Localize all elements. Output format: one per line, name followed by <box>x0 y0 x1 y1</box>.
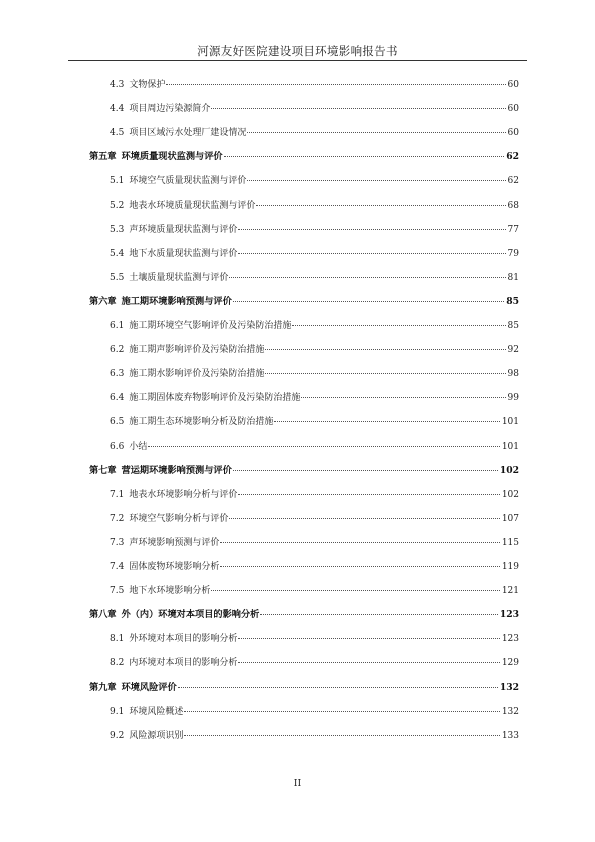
toc-entry-title: 环境空气质量现状监测与评价 <box>129 176 247 187</box>
toc-entry-number: 4.3 <box>110 80 125 90</box>
toc-dot-leader <box>220 542 499 543</box>
toc-entry-page: 99 <box>507 393 519 404</box>
toc-section-entry[interactable] <box>110 657 519 669</box>
toc-entry-number: 5.5 <box>110 272 125 283</box>
toc-dot-leader <box>166 84 505 85</box>
toc-entry-number: 5.2 <box>110 200 125 211</box>
toc-entry-page: 102 <box>501 489 519 500</box>
toc-entry-page: 107 <box>501 513 519 524</box>
toc-dot-leader <box>260 614 497 615</box>
toc-dot-leader <box>247 132 505 133</box>
toc-entry-number: 8.2 <box>110 658 125 669</box>
toc-dot-leader <box>184 735 499 736</box>
toc-dot-leader <box>247 180 505 181</box>
toc-section-entry[interactable] <box>110 79 519 91</box>
toc-dot-leader <box>274 421 499 422</box>
toc-entry-page: 62 <box>506 151 519 163</box>
toc-dot-leader <box>229 277 505 278</box>
toc-entry-page: 60 <box>507 104 519 115</box>
toc-entry-page: 81 <box>507 272 519 283</box>
toc-entry-number: 9.2 <box>110 730 125 741</box>
toc-section-entry[interactable] <box>110 175 519 187</box>
toc-entry-title: 施工期声影响评价及污染防治措施 <box>129 345 265 356</box>
toc-dot-leader <box>265 349 505 350</box>
toc-chapter-entry[interactable] <box>89 682 519 694</box>
toc-entry-number: 7.2 <box>110 513 125 524</box>
toc-section-entry[interactable] <box>110 585 519 597</box>
toc-entry-number: 6.1 <box>110 321 125 331</box>
toc-chapter-entry[interactable] <box>89 296 519 308</box>
toc-entry-title: 施工期生态环境影响分析及防治措施 <box>129 417 274 428</box>
toc-entry-title: 外环境对本项目的影响分析 <box>129 634 238 645</box>
toc-section-entry[interactable] <box>110 416 519 428</box>
toc-entry-title: 环境风险评价 <box>121 681 177 693</box>
toc-entry-number: 5.1 <box>110 176 125 187</box>
toc-dot-leader <box>178 687 498 688</box>
toc-section-entry[interactable] <box>110 392 519 404</box>
toc-entry-page: 129 <box>501 658 519 669</box>
toc-entry-title: 营运期环境影响预测与评价 <box>121 464 232 476</box>
toc-entry-title: 环境质量现状监测与评价 <box>121 151 223 163</box>
toc-section-entry[interactable] <box>110 272 519 284</box>
toc-entry-number: 4.5 <box>110 128 125 139</box>
toc-entry-title: 施工期水影响评价及污染防治措施 <box>129 369 265 380</box>
toc-entry-page: 79 <box>507 248 519 259</box>
toc-entry-page: 77 <box>507 224 519 235</box>
toc-entry-number: 6.4 <box>110 393 125 404</box>
toc-entry-page: 121 <box>501 586 519 597</box>
toc-dot-leader <box>211 590 499 591</box>
toc-entry-title: 内环境对本项目的影响分析 <box>129 658 238 669</box>
toc-section-entry[interactable] <box>110 200 519 212</box>
toc-entry-page: 62 <box>507 176 519 187</box>
toc-entry-page: 132 <box>501 706 519 717</box>
toc-entry-title: 文物保护 <box>129 80 166 90</box>
toc-entry-title: 小结 <box>129 441 148 452</box>
toc-chapter-entry[interactable] <box>89 465 519 477</box>
toc-section-entry[interactable] <box>110 344 519 356</box>
toc-section-entry[interactable] <box>110 441 519 453</box>
toc-dot-leader <box>233 301 504 302</box>
page-number: II <box>293 778 302 789</box>
toc-dot-leader <box>238 253 505 254</box>
toc-entry-number: 4.4 <box>110 104 125 115</box>
toc-dot-leader <box>238 638 499 639</box>
toc-dot-leader <box>148 446 499 447</box>
toc-entry-number: 第五章 <box>89 151 117 163</box>
toc-entry-page: 60 <box>507 80 519 90</box>
toc-entry-page: 98 <box>507 369 519 380</box>
toc-entry-page: 92 <box>507 345 519 356</box>
toc-entry-page: 102 <box>499 464 519 476</box>
toc-section-entry[interactable] <box>110 248 519 260</box>
toc-section-entry[interactable] <box>110 537 519 549</box>
toc-entry-title: 地下水环境影响分析 <box>129 586 211 597</box>
toc-entry-page: 115 <box>501 537 519 548</box>
toc-entry-number: 6.2 <box>110 345 125 356</box>
toc-entry-title: 项目周边污染源简介 <box>129 104 211 115</box>
running-header: 河源友好医院建设项目环境影响报告书 <box>197 44 398 58</box>
toc-dot-leader <box>238 662 499 663</box>
toc-entry-number: 6.3 <box>110 369 125 380</box>
toc-entry-number: 第九章 <box>89 681 117 693</box>
toc-section-entry[interactable] <box>110 706 519 718</box>
toc-section-entry[interactable] <box>110 489 519 501</box>
toc-entry-page: 68 <box>507 200 519 211</box>
toc-entry-title: 施工期固体废弃物影响评价及污染防治措施 <box>129 393 301 404</box>
header-rule <box>68 60 527 61</box>
toc-dot-leader <box>238 494 499 495</box>
toc-dot-leader <box>301 397 505 398</box>
toc-dot-leader <box>220 566 499 567</box>
toc-dot-leader <box>233 470 498 471</box>
toc-entry-title: 项目区域污水处理厂建设情况 <box>129 128 247 139</box>
toc-entry-title: 地表水环境影响分析与评价 <box>129 489 238 500</box>
toc-entry-number: 7.4 <box>110 562 125 572</box>
toc-dot-leader <box>184 711 499 712</box>
toc-entry-number: 第七章 <box>89 464 117 476</box>
toc-entry-number: 7.3 <box>110 537 125 548</box>
toc-section-entry[interactable] <box>110 320 519 332</box>
toc-entry-title: 施工期环境影响预测与评价 <box>121 295 232 307</box>
toc-section-entry[interactable] <box>110 127 519 139</box>
toc-entry-title: 土壤质量现状监测与评价 <box>129 272 229 283</box>
toc-chapter-entry[interactable] <box>89 609 519 621</box>
toc-entry-title: 外（内）环境对本项目的影响分析 <box>121 609 260 621</box>
toc-entry-page: 123 <box>499 609 519 621</box>
toc-entry-number: 6.6 <box>110 441 125 452</box>
toc-entry-number: 6.5 <box>110 417 125 428</box>
toc-entry-page: 101 <box>501 417 519 428</box>
toc-entry-title: 声环境影响预测与评价 <box>129 537 220 548</box>
toc-entry-page: 101 <box>501 441 519 452</box>
toc-entry-page: 85 <box>507 321 519 331</box>
toc-section-entry[interactable] <box>110 513 519 525</box>
toc-entry-title: 地表水环境质量现状监测与评价 <box>129 200 256 211</box>
toc-entry-number: 5.3 <box>110 224 125 235</box>
toc-section-entry[interactable] <box>110 368 519 380</box>
toc-section-entry[interactable] <box>110 224 519 236</box>
toc-chapter-entry[interactable] <box>89 151 519 163</box>
toc-section-entry[interactable] <box>110 561 519 573</box>
toc-entry-title: 固体废物环境影响分析 <box>129 562 220 572</box>
toc-entry-number: 9.1 <box>110 706 125 717</box>
toc-entry-number: 8.1 <box>110 634 125 645</box>
toc-dot-leader <box>238 229 505 230</box>
toc-section-entry[interactable] <box>110 730 519 742</box>
toc-dot-leader <box>292 325 505 326</box>
toc-dot-leader <box>229 518 499 519</box>
toc-entry-page: 85 <box>506 295 519 307</box>
toc-entry-number: 5.4 <box>110 248 125 259</box>
toc-entry-page: 60 <box>507 128 519 139</box>
toc-section-entry[interactable] <box>110 633 519 645</box>
toc-section-entry[interactable] <box>110 103 519 115</box>
toc-dot-leader <box>224 156 505 157</box>
toc-entry-number: 第六章 <box>89 295 117 307</box>
toc-entry-title: 施工期环境空气影响评价及污染防治措施 <box>129 321 292 331</box>
toc-dot-leader <box>265 373 505 374</box>
toc-entry-number: 7.1 <box>110 489 125 500</box>
toc-entry-title: 环境空气影响分析与评价 <box>129 513 229 524</box>
toc-entry-number: 第八章 <box>89 609 117 621</box>
toc-dot-leader <box>256 205 505 206</box>
toc-entry-page: 123 <box>501 634 519 645</box>
toc-dot-leader <box>211 108 505 109</box>
toc-entry-title: 风险源项识别 <box>129 730 184 741</box>
toc-entry-title: 环境风险概述 <box>129 706 184 717</box>
toc-entry-page: 132 <box>499 681 519 693</box>
toc-entry-title: 声环境质量现状监测与评价 <box>129 224 238 235</box>
toc-entry-number: 7.5 <box>110 586 125 597</box>
toc-entry-page: 133 <box>501 730 519 741</box>
toc-entry-title: 地下水质量现状监测与评价 <box>129 248 238 259</box>
toc-entry-page: 119 <box>501 562 519 572</box>
